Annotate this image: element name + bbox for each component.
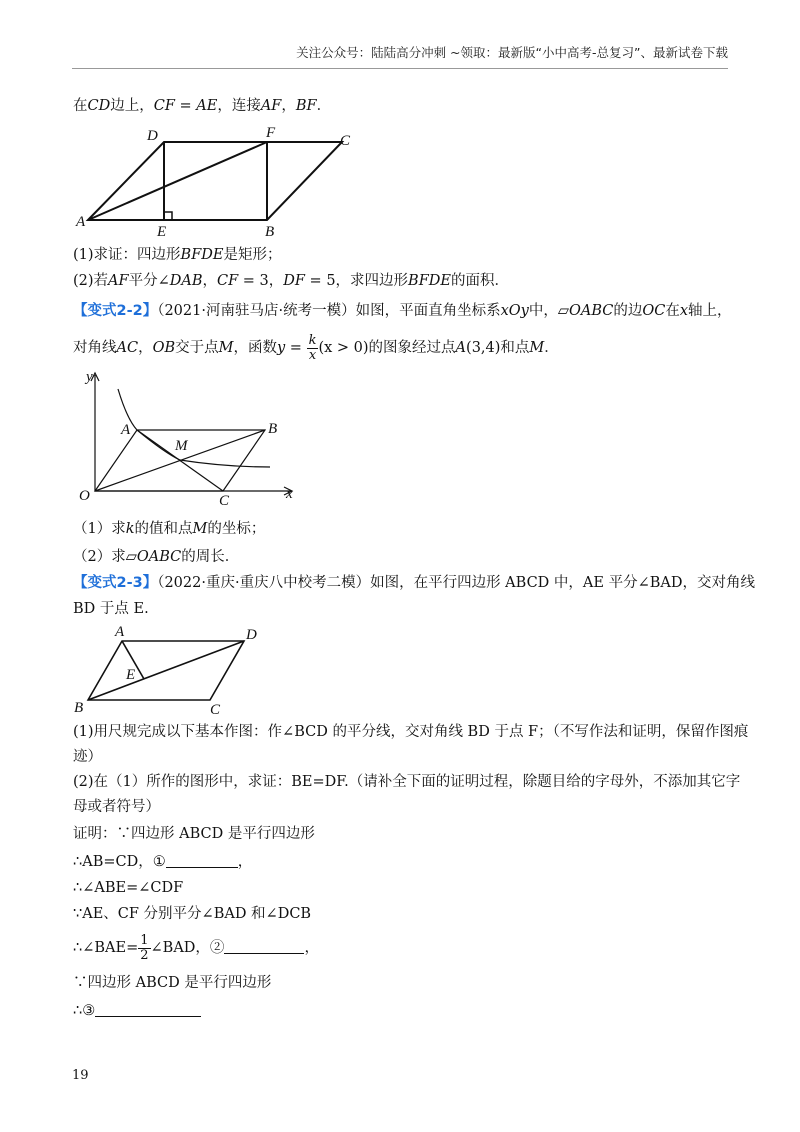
label-m: M xyxy=(175,438,188,454)
label-b: B xyxy=(265,224,275,240)
label-a: A xyxy=(121,422,131,438)
v22-line1: 【变式2-2】（2021·河南驻马店·统考一模）如图，平面直角坐标系xOy中，▱OABC的边OC在x轴上， xyxy=(73,303,732,319)
figure-parallelogram-abcd xyxy=(70,620,280,715)
v23-line1: 【变式2-3】（2022·重庆·重庆八中校考二模）如图，在平行四边形 ABCD 中，AE 平分∠BAD，交对角线 xyxy=(73,575,755,591)
page-header: 关注公众号：陆陆高分冲刺 ~领取：最新版“小中高考-总复习”、最新试卷下载 xyxy=(296,45,728,60)
blank-2[interactable] xyxy=(224,939,304,954)
label-b: B xyxy=(74,700,84,715)
v23-tag: 【变式2-3】 xyxy=(73,575,158,591)
label-x: x xyxy=(286,486,293,502)
header-rule xyxy=(72,68,728,69)
parallelogram-abcd xyxy=(88,142,342,220)
blank-1[interactable] xyxy=(166,853,238,868)
q1-part1: (1)求证：四边形BFDE是矩形； xyxy=(73,247,282,263)
proof-line-7: ∴③ xyxy=(73,1002,201,1020)
label-b: B xyxy=(268,421,278,437)
v23-part1-line2: 迹） xyxy=(73,749,102,765)
v22-part2: （2）求▱OABC的周长． xyxy=(73,549,240,565)
proof-line-2: ∴AB=CD，① ， xyxy=(73,854,253,870)
label-c: C xyxy=(219,493,230,507)
v22-line2: 对角线AC，OB交于点M，函数y = $\frac{k}{x}$ (x > 0)的图象经过点A(3,4)和点M． xyxy=(73,333,559,363)
label-a: A xyxy=(76,214,86,230)
v22-part1: （1）求k的值和点M的坐标； xyxy=(73,521,266,537)
label-f: F xyxy=(266,125,276,141)
label-o: O xyxy=(79,488,90,504)
fraction-half: $\frac{1}{2}$ xyxy=(140,933,149,963)
q1-part2: (2)若AF平分∠DAB，CF = 3，DF = 5，求四边形BFDE的面积． xyxy=(73,273,509,289)
label-e: E xyxy=(126,667,136,683)
blank-3[interactable] xyxy=(95,1002,201,1017)
proof-line-6: ∵四边形 ABCD 是平行四边形 xyxy=(73,975,272,991)
label-y: y xyxy=(86,369,93,385)
proof-line-4: ∵AE、CF 分别平分∠BAD 和∠DCB xyxy=(73,906,312,922)
q1-intro: 在CD边上，CF = AE，连接AF，BF． xyxy=(73,98,332,114)
proof-line-5: ∴∠BAE= $\frac{1}{2}$ ∠BAD，② ， xyxy=(73,933,319,963)
page-number: 19 xyxy=(72,1068,89,1083)
label-d: D xyxy=(147,128,158,144)
label-e: E xyxy=(157,224,167,240)
v23-part2-line1: (2)在（1）所作的图形中，求证：BE=DF.（请补全下面的证明过程，除题目给的字母外，不添加其它字 xyxy=(73,774,741,790)
label-d: D xyxy=(246,627,257,643)
v23-line2: BD 于点 E. xyxy=(73,601,149,617)
label-a: A xyxy=(115,624,125,640)
v22-tag: 【变式2-2】 xyxy=(73,303,158,319)
label-c: C xyxy=(210,702,221,715)
figure-coordinate-parallelogram xyxy=(75,367,305,507)
proof-line-3: ∴∠ABE=∠CDF xyxy=(73,880,184,896)
v23-part1-line1: (1)用尺规完成以下基本作图：作∠BCD 的平分线，交对角线 BD 于点 F；（不写作法和证明，保留作图痕 xyxy=(73,724,749,740)
proof-line-1: 证明：∵四边形 ABCD 是平行四边形 xyxy=(73,826,315,842)
diagonal-bd xyxy=(88,641,244,700)
fraction-k-over-x: $\frac{k}{x}$ xyxy=(308,333,317,363)
right-angle-mark xyxy=(164,212,172,220)
v23-part2-line2: 母或者符号） xyxy=(73,799,160,815)
label-c: C xyxy=(340,133,351,149)
segment-af xyxy=(88,142,267,220)
figure-parallelogram-bfde xyxy=(75,122,365,240)
